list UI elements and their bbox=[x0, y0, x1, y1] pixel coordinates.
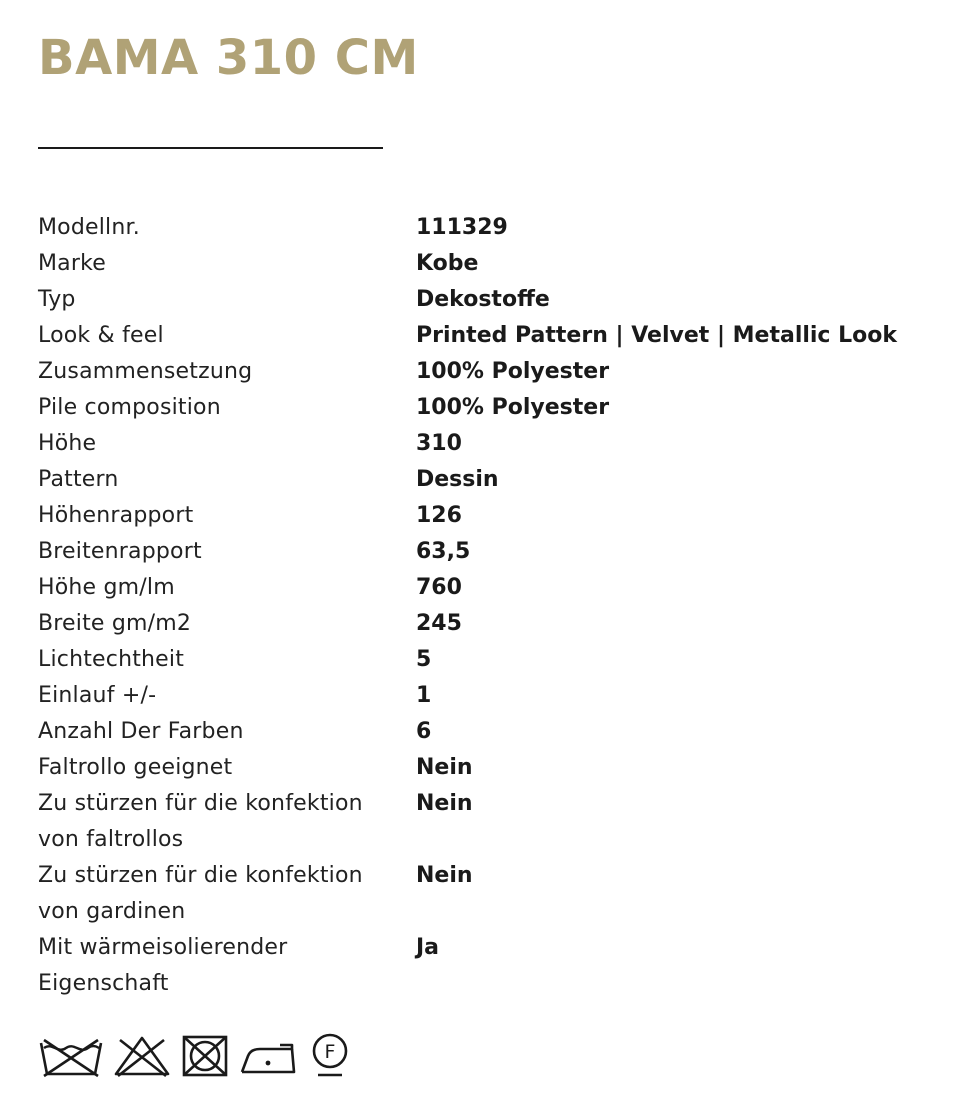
spec-value: 6 bbox=[416, 719, 432, 744]
spec-row bbox=[38, 282, 938, 318]
spec-label: Lichtechtheit bbox=[38, 647, 185, 672]
iron-low-heat-icon bbox=[238, 1034, 300, 1078]
spec-value: Dekostoffe bbox=[416, 287, 550, 312]
spec-row bbox=[38, 318, 938, 354]
spec-row bbox=[38, 714, 938, 750]
spec-value: 126 bbox=[416, 503, 462, 528]
spec-label: Pattern bbox=[38, 467, 119, 492]
spec-row bbox=[38, 426, 938, 462]
spec-row bbox=[38, 750, 938, 786]
spec-row bbox=[38, 930, 938, 1002]
no-tumble-dry-icon bbox=[180, 1034, 230, 1078]
spec-value: Ja bbox=[416, 935, 440, 960]
spec-label: Breitenrapport bbox=[38, 539, 202, 564]
spec-table bbox=[38, 210, 938, 1002]
spec-value: Kobe bbox=[416, 251, 479, 276]
spec-label: Typ bbox=[38, 287, 76, 312]
spec-value: Nein bbox=[416, 863, 473, 888]
spec-row bbox=[38, 606, 938, 642]
spec-label: Einlauf +/- bbox=[38, 683, 157, 708]
spec-label: Faltrollo geeignet bbox=[38, 755, 233, 780]
spec-label: Höhe bbox=[38, 431, 97, 456]
spec-value: 1 bbox=[416, 683, 432, 708]
spec-row bbox=[38, 498, 938, 534]
spec-value: Nein bbox=[416, 791, 473, 816]
spec-value: 111329 bbox=[416, 215, 508, 240]
spec-label: Modellnr. bbox=[38, 215, 140, 240]
spec-value: 310 bbox=[416, 431, 462, 456]
spec-row bbox=[38, 534, 938, 570]
no-washing-icon bbox=[38, 1034, 104, 1078]
spec-label: Höhenrapport bbox=[38, 503, 194, 528]
spec-row bbox=[38, 858, 938, 930]
spec-label: Höhe gm/lm bbox=[38, 575, 175, 600]
spec-label: Breite gm/m2 bbox=[38, 611, 192, 636]
spec-row bbox=[38, 246, 938, 282]
spec-value: 5 bbox=[416, 647, 432, 672]
spec-value: 100% Polyester bbox=[416, 395, 610, 420]
spec-label: Anzahl Der Farben bbox=[38, 719, 244, 744]
spec-value: 63,5 bbox=[416, 539, 471, 564]
spec-label: Mit wärmeisolierender Eigenschaft bbox=[38, 935, 288, 996]
spec-row bbox=[38, 786, 938, 858]
spec-value: Dessin bbox=[416, 467, 499, 492]
spec-label: Pile composition bbox=[38, 395, 221, 420]
spec-value: Nein bbox=[416, 755, 473, 780]
spec-value: 760 bbox=[416, 575, 462, 600]
svg-text:F: F bbox=[324, 1041, 336, 1063]
spec-label: Zusammensetzung bbox=[38, 359, 253, 384]
spec-value: 100% Polyester bbox=[416, 359, 610, 384]
spec-label: Zu stürzen für die konfektion von faltrollos bbox=[38, 791, 363, 852]
spec-value: 245 bbox=[416, 611, 462, 636]
page-title: BAMA 310 CM bbox=[38, 30, 419, 86]
spec-row bbox=[38, 642, 938, 678]
professional-dry-clean-f-icon bbox=[308, 1032, 352, 1080]
spec-label: Zu stürzen für die konfektion von gardinen bbox=[38, 863, 363, 924]
spec-row bbox=[38, 570, 938, 606]
care-symbols bbox=[38, 1032, 352, 1080]
spec-row bbox=[38, 462, 938, 498]
spec-row bbox=[38, 354, 938, 390]
spec-row bbox=[38, 390, 938, 426]
spec-row bbox=[38, 210, 938, 246]
spec-row bbox=[38, 678, 938, 714]
spec-label: Look & feel bbox=[38, 323, 164, 348]
spec-value: Printed Pattern | Velvet | Metallic Look bbox=[416, 323, 898, 348]
no-bleach-icon bbox=[112, 1034, 172, 1078]
title-divider bbox=[38, 147, 383, 149]
spec-label: Marke bbox=[38, 251, 106, 276]
